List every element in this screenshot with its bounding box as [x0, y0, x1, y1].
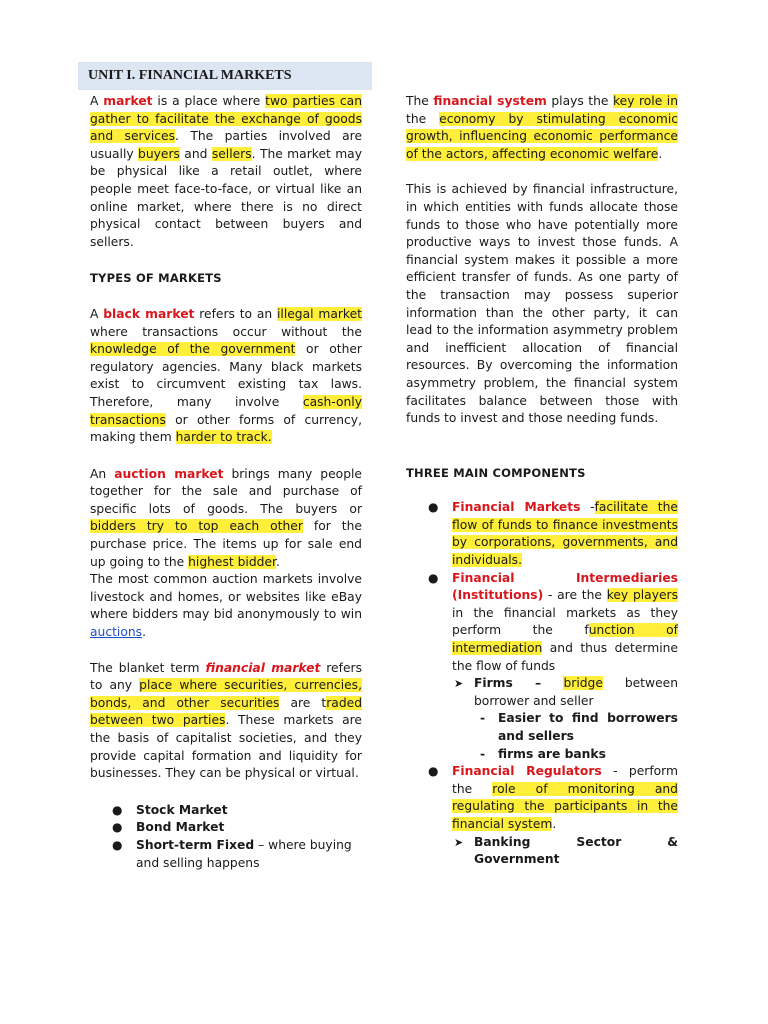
- list-item: - firms are banks: [498, 746, 678, 764]
- term-market: market: [103, 94, 153, 108]
- components-list: [428, 499, 679, 868]
- list-item: ● Stock Market: [136, 802, 362, 820]
- component-financial-markets: ● Financial Markets -facilitate the flow of funds to finance investments by corporations, governments, and individuals.: [428, 500, 678, 568]
- highlight: sellers: [211, 146, 252, 161]
- auction-market-paragraph: An auction market brings many people together for the sale and purchase of specific lots of goods. The buyers or bidders try to top each other for the purchase price. The items up for sale end up going to the highest bidder.: [90, 466, 362, 569]
- components-heading: THREE MAIN COMPONENTS: [406, 465, 586, 480]
- left-column: [90, 0, 362, 872]
- auction-examples-paragraph: The most common auction markets involve livestock and homes, or websites like eBay where bidders may bid anonymously to win auctions.: [90, 572, 362, 640]
- highlight: highest bidder: [188, 554, 276, 569]
- list-item: ● Short-term Fixed – where buying and selling happens: [112, 837, 352, 870]
- highlight: two parties can gather to facilitate the exchange of goods and services: [90, 94, 362, 144]
- arrow-bullet-icon: ➤: [454, 677, 464, 691]
- bullet-icon: ●: [428, 764, 439, 779]
- component-financial-intermediaries: ● Financial Intermediaries (Institutions) - are the key players in the financial markets as they perform the function of intermediation and thus determine the flow of funds ➤ Firms – bridge between borrower and seller - Easier to find borrowers and sellers - firms are banks: [452, 570, 678, 764]
- highlight: bridge: [563, 676, 603, 691]
- highlight: economy by stimulating economic growth, influencing economic performance of the actors, affecting economic welfare: [406, 111, 678, 161]
- market-types-list: [112, 802, 362, 872]
- dash-bullet: -: [480, 711, 486, 726]
- bullet-icon: ●: [428, 570, 439, 585]
- sub-list: [454, 675, 678, 763]
- dash-bullet: -: [480, 746, 486, 761]
- bullet-icon: ●: [112, 820, 123, 835]
- term-black-market: black market: [103, 306, 195, 321]
- arrow-bullet-icon: ➤: [454, 835, 464, 849]
- list-item: - Easier to find borrowers and sellers: [480, 711, 678, 743]
- highlight: facilitate the flow of funds to finance investments by corporations, governments, and individuals.: [452, 500, 678, 568]
- highlight: harder to track.: [175, 430, 272, 445]
- highlight: raded between two parties: [90, 695, 363, 728]
- highlight: illegal market: [276, 306, 362, 321]
- achieved-paragraph: This is achieved by financial infrastructure, in which entities with funds allocate those funds to those who have potentially more productive ways to invest those funds. A financial system makes it possible a more efficient transfer of funds. As one party of the transaction may possess superior information than the other party, it can lead to the information asymmetry problem and inefficient allocation of financial resources. By overcoming the information asymmetry problem, the financial system facilitates balance between those with funds to invest and those needing funds.: [406, 182, 678, 426]
- financial-market-paragraph: The blanket term financial market refers to any place where securities, currencies, bonds, and other securities are traded between two parties. These markets are the basis of capitalist societies, and they provide capital formation and liquidity for businesses. They can be physical or virtual.: [90, 660, 363, 781]
- financial-system-paragraph: The financial system plays the key role in the economy by stimulating economic growth, influencing economic performance of the actors, affecting economic welfare.: [406, 94, 678, 161]
- black-market-paragraph: A black market refers to an illegal market where transactions occur without the knowledge of the government or other regulatory agencies. Many black markets exist to circumvent existing tax laws. Therefore, many involve cash-only transactions or other forms of currency, making them harder to track.: [90, 306, 362, 445]
- bullet-icon: ●: [428, 500, 439, 515]
- list-item: ➤ Banking Sector & Government: [454, 834, 678, 867]
- highlight: key players: [606, 588, 679, 603]
- right-column: [406, 0, 678, 869]
- highlight: bidders try to top each other: [90, 519, 303, 534]
- auctions-link[interactable]: auctions: [90, 625, 143, 640]
- bullet-icon: ●: [112, 802, 123, 817]
- term-financial-market: financial market: [205, 660, 321, 675]
- term-financial-system: financial system: [433, 94, 547, 108]
- highlight: place where securities, currencies, bonds, and other securities: [90, 678, 362, 710]
- bullet-icon: ●: [112, 837, 123, 852]
- list-item: ➤ Firms – bridge between borrower and seller - Easier to find borrowers and sellers - firms are banks: [474, 675, 678, 763]
- highlight: key role in: [612, 94, 678, 108]
- market-definition: A market is a place where two parties can gather to facilitate the exchange of goods and services. The parties involved are usually buyers and sellers. The market may be physical like a retail outlet, where people meet face-to-face, or virtual like an online market, where there is no direct physical contact between buyers and sellers.: [90, 94, 363, 249]
- sub-list: [454, 834, 678, 869]
- component-financial-regulators: ● Financial Regulators - perform the role of monitoring and regulating the participants in the financial system. ➤ Banking Sector & Government: [452, 763, 678, 869]
- highlight: buyers: [138, 146, 180, 161]
- highlight: unction of intermediation: [452, 623, 678, 656]
- unit-title: UNIT I. FINANCIAL MARKETS: [78, 62, 372, 90]
- term-auction-market: auction market: [114, 466, 224, 481]
- highlight: cash-only transactions: [90, 394, 362, 427]
- types-heading: TYPES OF MARKETS: [90, 271, 222, 286]
- highlight: role of monitoring and regulating the participants in the financial system: [452, 781, 678, 831]
- list-item: ● Bond Market: [136, 819, 362, 837]
- highlight: knowledge of the government: [90, 342, 296, 357]
